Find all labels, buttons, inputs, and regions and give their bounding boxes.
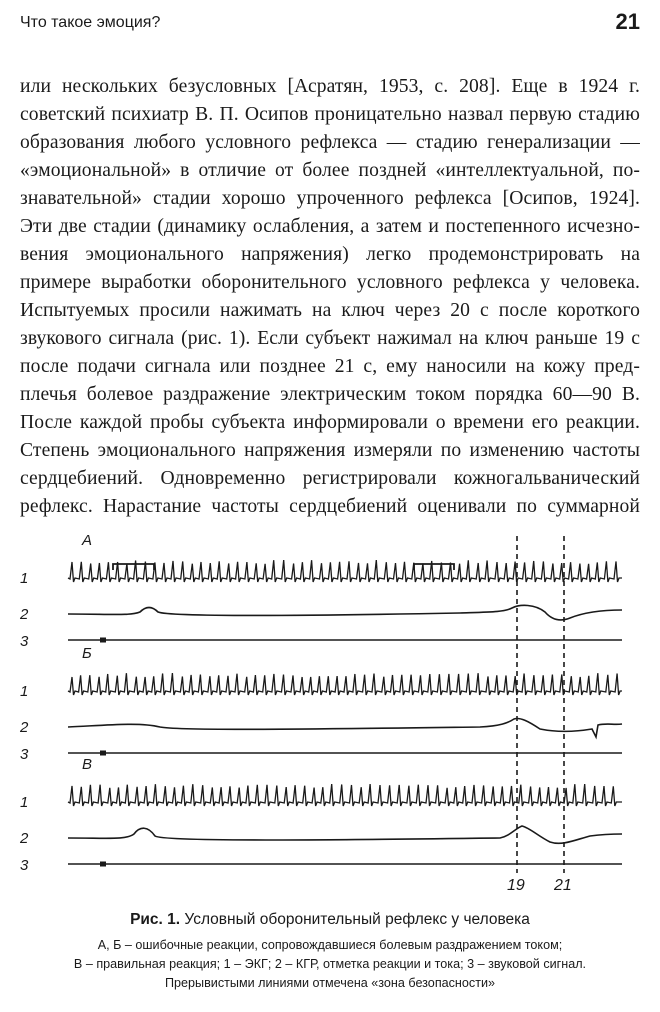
ecg-trace xyxy=(68,784,622,806)
caption-title: Условный оборонительный рефлекс у человека xyxy=(184,911,530,928)
gsr-trace xyxy=(68,718,622,737)
row-label: 3 xyxy=(20,746,29,763)
text-line: После каждой пробы субъекта информировали о времени его реакции. xyxy=(20,412,640,433)
figure-recordings xyxy=(0,528,660,908)
caption-desc-line: А, Б – ошибочные реакции, сопровождавшиеся болевым раздражением током; xyxy=(97,938,563,952)
text-line: Эти две стадии (динамику ослабления, а затем и постепенного исчезно- xyxy=(20,216,640,237)
row-label: 1 xyxy=(20,570,29,587)
figure-caption xyxy=(20,910,640,993)
panel-label: В xyxy=(82,756,93,773)
text-line: плечья болевое раздражение электрическим током порядка 60—90 В. xyxy=(20,384,640,405)
text-line: «эмоциональной» в отличие от более поздней «интеллектуальной, по- xyxy=(20,160,640,181)
text-line: примере выработки оборонительного условного рефлекса у человека. xyxy=(20,272,640,293)
text-line: знавательной» стадии хорошо упроченного рефлекса [Осипов, 1924]. xyxy=(20,188,640,209)
caption-description xyxy=(20,936,640,993)
text-line: после подачи сигнала или позднее 21 с, ему наносили на кожу пред- xyxy=(20,356,640,377)
row-label: 2 xyxy=(20,719,29,736)
reaction-bracket xyxy=(414,564,454,570)
row-label: 1 xyxy=(20,794,29,811)
row-label: 3 xyxy=(20,633,29,650)
text-line: образования любого условного рефлекса — стадию генерализации — xyxy=(20,132,640,153)
text-line: Испытуемых просили нажимать на ключ через 20 с после короткого xyxy=(20,300,640,321)
reaction-bracket xyxy=(113,564,154,570)
text-line: советский психиатр В. П. Осипов проницательно назвал первую стадию xyxy=(20,104,640,125)
caption-label: Рис. 1. xyxy=(130,911,181,928)
row-label: 2 xyxy=(20,830,29,847)
gsr-trace xyxy=(68,605,622,620)
running-title: Что такое эмоция? xyxy=(20,14,161,31)
sound-signal-mark xyxy=(100,862,106,867)
caption-title-line xyxy=(20,910,640,930)
panel-label: Б xyxy=(82,645,92,662)
time-mark-label: 21 xyxy=(554,877,572,894)
text-line: рефлекс. Нарастание частоты сердцебиений оценивали по суммарной xyxy=(20,496,640,517)
row-label: 2 xyxy=(20,606,29,623)
sound-signal-mark xyxy=(100,638,106,643)
running-header xyxy=(20,8,640,36)
sound-signal-mark xyxy=(100,751,106,756)
time-mark-label: 19 xyxy=(507,877,525,894)
row-label: 1 xyxy=(20,683,29,700)
text-line: или нескольких безусловных [Асратян, 1953, с. 208]. Еще в 1924 г. xyxy=(20,76,640,97)
text-line: сердцебиений. Одновременно регистрировали кожногальванический xyxy=(20,468,640,489)
gsr-trace xyxy=(68,826,622,843)
text-line: звукового сигнала (рис. 1). Если субъект нажимал на ключ раньше 19 с xyxy=(20,328,640,349)
row-label: 3 xyxy=(20,857,29,874)
caption-desc-line: В – правильная реакция; 1 – ЭКГ; 2 – КГР, отметка реакции и тока; 3 – звуковой сигнал. xyxy=(73,957,587,971)
page-number: 21 xyxy=(615,9,640,34)
body-paragraph xyxy=(20,73,640,521)
caption-desc-line: Прерывистыми линиями отмечена «зона безопасности» xyxy=(164,976,495,990)
text-line: вения эмоционального напряжения) легко продемонстрировать на xyxy=(20,244,640,265)
text-line: Степень эмоционального напряжения измеряли по изменению частоты xyxy=(20,440,640,461)
panel-label: А xyxy=(82,532,93,549)
ecg-trace xyxy=(68,673,622,695)
